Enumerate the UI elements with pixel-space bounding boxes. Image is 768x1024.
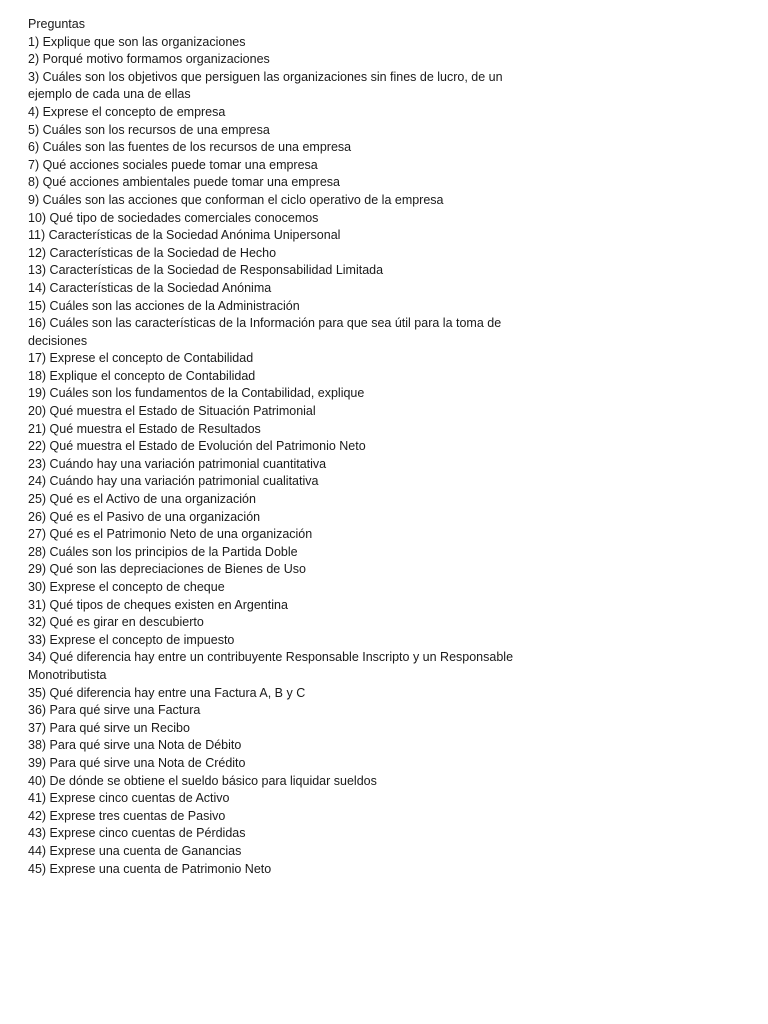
- question-item: 40) De dónde se obtiene el sueldo básico para liquidar sueldos: [28, 773, 377, 788]
- question-item: 5) Cuáles son los recursos de una empresa: [28, 122, 270, 137]
- question-item: 37) Para qué sirve un Recibo: [28, 720, 190, 735]
- question-item: 26) Qué es el Pasivo de una organización: [28, 509, 261, 524]
- question-item: 4) Exprese el concepto de empresa: [28, 104, 226, 119]
- question-item: 13) Características de la Sociedad de Responsabilidad Limitada: [28, 263, 384, 278]
- question-item: 20) Qué muestra el Estado de Situación Patrimonial: [28, 404, 316, 419]
- question-item: 43) Exprese cinco cuentas de Pérdidas: [28, 826, 246, 841]
- question-item: 38) Para qué sirve una Nota de Débito: [28, 738, 242, 753]
- question-item: 34) Qué diferencia hay entre un contribuyente Responsable Inscripto y un Responsable Monotributista: [28, 650, 514, 682]
- question-list: [28, 34, 748, 879]
- question-item: 15) Cuáles son las acciones de la Administración: [28, 298, 300, 313]
- question-item: 25) Qué es el Activo de una organización: [28, 492, 256, 507]
- question-item: 12) Características de la Sociedad de Hecho: [28, 245, 277, 260]
- question-item: 39) Para qué sirve una Nota de Crédito: [28, 755, 246, 770]
- question-item: 27) Qué es el Patrimonio Neto de una organización: [28, 527, 313, 542]
- question-item: 30) Exprese el concepto de cheque: [28, 580, 225, 594]
- question-item: 28) Cuáles son los principios de la Partida Doble: [28, 544, 298, 559]
- question-item: 6) Cuáles son las fuentes de los recursos de una empresa: [28, 140, 352, 155]
- question-item: 17) Exprese el concepto de Contabilidad: [28, 351, 254, 366]
- question-item: 19) Cuáles son los fundamentos de la Contabilidad, explique: [28, 386, 365, 401]
- question-item: 1) Explique que son las organizaciones: [28, 34, 246, 49]
- question-item: 18) Explique el concepto de Contabilidad: [28, 368, 256, 383]
- question-item: 2) Porqué motivo formamos organizaciones: [28, 52, 270, 67]
- question-item: 32) Qué es girar en descubierto: [28, 615, 204, 630]
- question-item: 36) Para qué sirve una Factura: [28, 703, 201, 718]
- question-item: 31) Qué tipos de cheques existen en Argentina: [28, 597, 288, 612]
- question-item: 44) Exprese una cuenta de Ganancias: [28, 843, 242, 858]
- question-item: 24) Cuándo hay una variación patrimonial cualitativa: [28, 474, 319, 489]
- question-item: 33) Exprese el concepto de impuesto: [28, 632, 235, 647]
- document-title: Preguntas: [28, 17, 85, 31]
- question-item: 16) Cuáles son las características de la Información para que sea útil para la toma de decisiones: [28, 316, 502, 348]
- question-item: 3) Cuáles son los objetivos que persiguen las organizaciones sin fines de lucro, de un ejemplo de cada una de ellas: [28, 69, 503, 102]
- question-item: 10) Qué tipo de sociedades comerciales conocemos: [28, 210, 319, 225]
- question-item: 45) Exprese una cuenta de Patrimonio Neto: [28, 861, 272, 876]
- question-item: 42) Exprese tres cuentas de Pasivo: [28, 808, 226, 823]
- question-item: 41) Exprese cinco cuentas de Activo: [28, 791, 230, 806]
- question-item: 14) Características de la Sociedad Anónima: [28, 280, 272, 295]
- question-item: 11) Características de la Sociedad Anónima Unipersonal: [28, 228, 341, 243]
- question-item: 9) Cuáles son las acciones que conforman el ciclo operativo de la empresa: [28, 192, 444, 207]
- question-item: 35) Qué diferencia hay entre una Factura A, B y C: [28, 685, 306, 700]
- question-item: 29) Qué son las depreciaciones de Bienes de Uso: [28, 562, 306, 577]
- question-item: 7) Qué acciones sociales puede tomar una empresa: [28, 157, 318, 172]
- question-item: 21) Qué muestra el Estado de Resultados: [28, 421, 261, 436]
- question-item: 23) Cuándo hay una variación patrimonial cuantitativa: [28, 456, 327, 471]
- question-item: 22) Qué muestra el Estado de Evolución del Patrimonio Neto: [28, 439, 366, 454]
- document-page: [28, 16, 748, 878]
- question-item: 8) Qué acciones ambientales puede tomar una empresa: [28, 175, 340, 190]
